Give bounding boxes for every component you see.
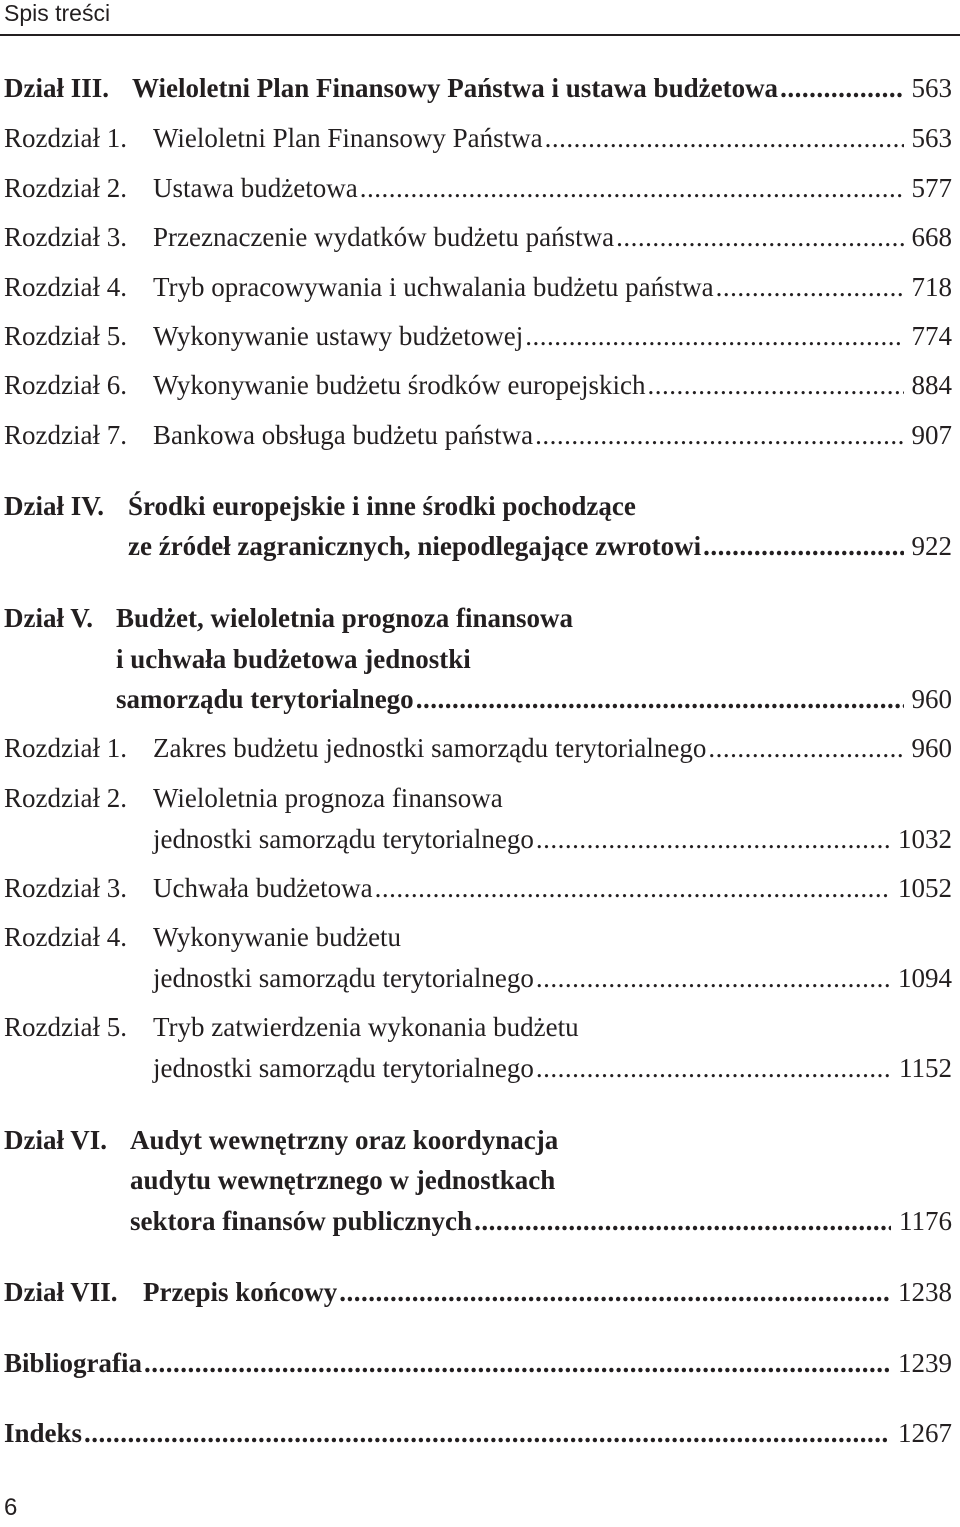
dot-leader [144, 1343, 890, 1383]
toc-entry-page: 718 [911, 272, 952, 302]
toc-entry-title: Wykonywanie ustawy budżetowej [153, 321, 524, 351]
toc-entry-label: Rozdział 2. [4, 173, 127, 203]
dot-leader [339, 1272, 890, 1312]
toc-entry-title: jednostki samorządu terytorialnego [153, 963, 534, 993]
dot-leader [525, 316, 903, 356]
page-number: 6 [4, 1494, 18, 1521]
toc-entry-page: 1238 [898, 1277, 952, 1307]
toc-entry-title: Wieloletni Plan Finansowy Państwa i ustawa budżetowa [132, 73, 779, 103]
toc-entry-page: 960 [911, 733, 952, 763]
toc-entry-title: Bankowa obsługa budżetu państwa [153, 420, 534, 450]
toc-entry-page: 884 [911, 370, 952, 400]
toc-entry-title: Bibliografia [4, 1348, 143, 1378]
toc-entry-title: Przeznaczenie wydatków budżetu państwa [153, 222, 615, 252]
toc-entry-label: Rozdział 3. [4, 222, 127, 252]
toc-entry-page: 1032 [898, 824, 952, 854]
toc-entry-label: Rozdział 4. [4, 272, 127, 302]
toc-entry-title: audytu wewnętrznego w jednostkach [130, 1165, 556, 1195]
toc-entry-title: Wieloletni Plan Finansowy Państwa [153, 123, 543, 153]
toc-entry-title: Wykonywanie budżetu [153, 922, 402, 952]
toc-entry-label: Rozdział 6. [4, 370, 127, 400]
toc-entry-label: Rozdział 1. [4, 733, 127, 763]
toc-entry-page: 922 [911, 531, 952, 561]
toc-entry-title: jednostki samorządu terytorialnego [153, 1053, 534, 1083]
toc-entry-label: Rozdział 7. [4, 420, 127, 450]
toc-entry-page: 1052 [898, 873, 952, 903]
toc-entry-page: 1176 [899, 1206, 952, 1236]
toc-entry-page: 774 [911, 321, 952, 351]
toc-entry-label: Rozdział 5. [4, 321, 127, 351]
dot-leader [536, 819, 890, 859]
toc-entry-title: Środki europejskie i inne środki pochodzące [128, 491, 636, 521]
dot-leader [416, 679, 904, 719]
toc-entry-label: Rozdział 2. [4, 783, 127, 813]
toc-entry-page: 1094 [898, 963, 952, 993]
toc-entry-page: 1239 [898, 1348, 952, 1378]
toc-entry-title: Tryb zatwierdzenia wykonania budżetu [153, 1012, 579, 1042]
dot-leader [648, 365, 904, 405]
dot-leader [536, 1048, 891, 1088]
toc-entry-title: Wykonywanie budżetu środków europejskich [153, 370, 646, 400]
toc-entry-title: Uchwała budżetowa [153, 873, 373, 903]
toc-entry-page: 907 [911, 420, 952, 450]
toc-entry-title: Budżet, wieloletnia prognoza finansowa [116, 603, 574, 633]
toc-entry-page: 577 [911, 173, 952, 203]
toc-entry-title: Przepis końcowy [143, 1277, 338, 1307]
dot-leader [616, 217, 903, 257]
dot-leader [536, 958, 890, 998]
dot-leader [360, 168, 904, 208]
dot-leader [545, 118, 904, 158]
toc-entry-page: 1152 [899, 1053, 952, 1083]
toc-entry-label: Rozdział 3. [4, 873, 127, 903]
dot-leader [703, 526, 903, 566]
toc-entry-title: Indeks [4, 1418, 83, 1448]
toc-entry-title: i uchwała budżetowa jednostki [116, 644, 471, 674]
dot-leader [716, 267, 904, 307]
toc-entry-title: samorządu terytorialnego [116, 684, 414, 714]
toc-entry-title: Wieloletnia prognoza finansowa [153, 783, 503, 813]
toc-entry-label: Dział IV. [4, 491, 105, 521]
toc-entry-label: Rozdział 4. [4, 922, 127, 952]
toc-entry-title: jednostki samorządu terytorialnego [153, 824, 534, 854]
dot-leader [535, 415, 903, 455]
toc-entry-title: Tryb opracowywania i uchwalania budżetu państwa [153, 272, 714, 302]
toc-entry-title: Zakres budżetu jednostki samorządu terytorialnego [153, 733, 707, 763]
toc-entry-label: Dział VII. [4, 1277, 118, 1307]
dot-leader [780, 68, 903, 108]
dot-leader [474, 1201, 891, 1241]
toc-entry-label: Dział V. [4, 603, 94, 633]
toc-entry-title: ze źródeł zagranicznych, niepodlegające zwrotowi [128, 531, 702, 561]
toc-entry-label: Rozdział 5. [4, 1012, 127, 1042]
dot-leader [708, 728, 903, 768]
dot-leader [375, 868, 890, 908]
toc-entry-label: Dział VI. [4, 1125, 108, 1155]
toc-entry-title: Ustawa budżetowa [153, 173, 358, 203]
toc-entry-title: Audyt wewnętrzny oraz koordynacja [130, 1125, 559, 1155]
toc-entry-page: 668 [911, 222, 952, 252]
dot-leader [84, 1413, 890, 1453]
toc-entry-page: 1267 [898, 1418, 952, 1448]
toc-entry-title: sektora finansów publicznych [130, 1206, 473, 1236]
header-title: Spis treści [4, 0, 111, 26]
toc-entry-page: 563 [911, 73, 952, 103]
toc-entry-page: 960 [911, 684, 952, 714]
toc-entry-label: Rozdział 1. [4, 123, 127, 153]
toc-entry-label: Dział III. [4, 73, 110, 103]
toc-entry-page: 563 [911, 123, 952, 153]
